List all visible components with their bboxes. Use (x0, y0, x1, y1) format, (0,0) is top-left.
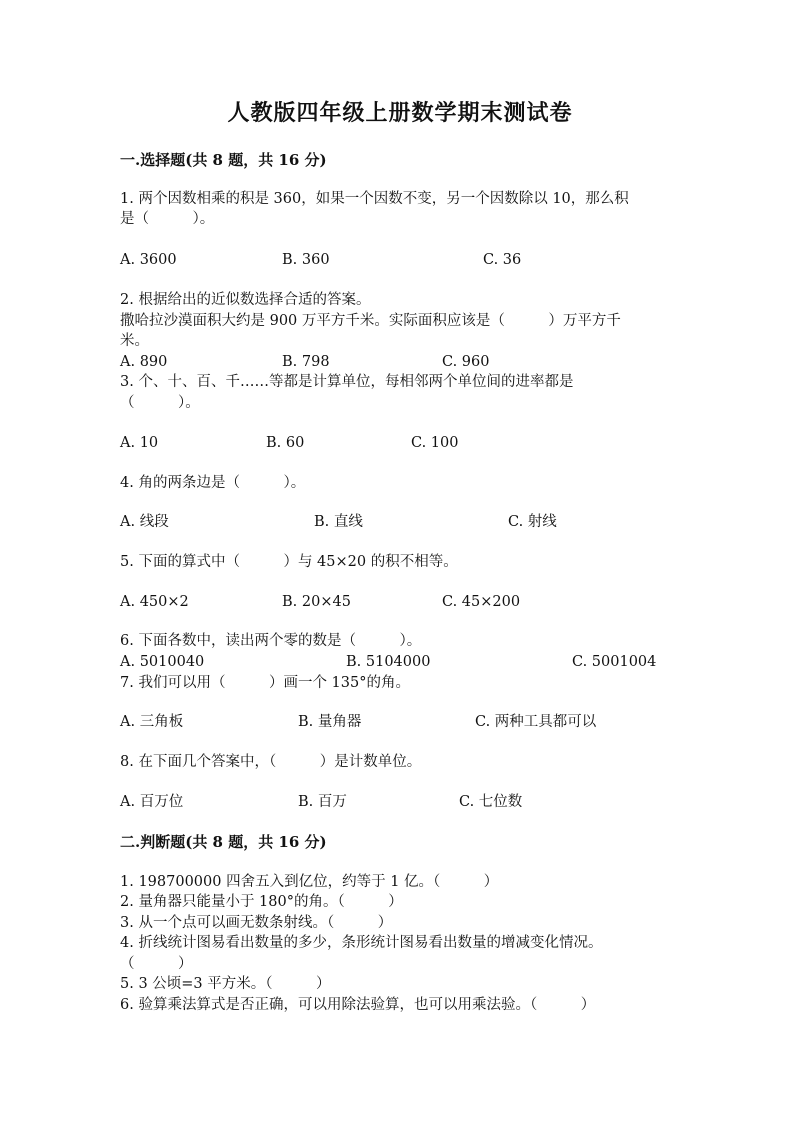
question-6-line-1: 6. 下面各数中，读出两个零的数是（ ）。 (120, 633, 422, 649)
question-4-option-b: B. 直线 (314, 514, 363, 530)
question-3-option-b: B. 60 (266, 435, 305, 451)
question-3-option-a: A. 10 (120, 435, 159, 451)
question-7-option-b: B. 量角器 (298, 714, 362, 730)
judgement-item-4-line-2: （ ） (120, 956, 193, 972)
question-2-option-a: A. 890 (120, 354, 168, 370)
question-3-option-c: C. 100 (411, 435, 459, 451)
question-4-option-a: A. 线段 (120, 514, 169, 530)
question-8-option-c: C. 七位数 (459, 794, 523, 810)
question-2-line-2: 撒哈拉沙漠面积大约是 900 万平方千米。实际面积应该是（ ）万平方千 (120, 313, 621, 329)
judgement-item-1: 1. 198700000 四舍五入到亿位，约等于 1 亿。（ ） (120, 874, 499, 890)
judgement-item-6: 6. 验算乘法算式是否正确，可以用除法验算，也可以用乘法验。（ ） (120, 997, 596, 1013)
question-6-option-b: B. 5104000 (346, 654, 431, 670)
question-1-option-b: B. 360 (282, 252, 330, 268)
question-5-option-b: B. 20×45 (282, 594, 351, 610)
question-1-option-a: A. 3600 (120, 252, 177, 268)
question-5-option-a: A. 450×2 (120, 594, 189, 610)
question-5-option-c: C. 45×200 (442, 594, 521, 610)
question-3-line-2: （ ）。 (120, 395, 200, 411)
judgement-item-3: 3. 从一个点可以画无数条射线。（ ） (120, 915, 393, 931)
page-title: 人教版四年级上册数学期末测试卷 (227, 100, 573, 126)
question-1-line-2: 是（ ）。 (120, 211, 215, 227)
question-2-option-c: C. 960 (442, 354, 490, 370)
question-8-line-1: 8. 在下面几个答案中，（ ）是计数单位。 (120, 754, 422, 770)
section-heading-judgement: 二.判断题(共 8 题，共 16 分) (120, 833, 327, 851)
question-1-option-c: C. 36 (483, 252, 522, 268)
question-6-option-c: C. 5001004 (572, 654, 657, 670)
judgement-item-5: 5. 3 公顷=3 平方米。（ ） (120, 976, 331, 992)
question-7-option-a: A. 三角板 (120, 714, 184, 730)
section-heading-choice: 一.选择题(共 8 题，共 16 分) (120, 151, 327, 169)
question-2-option-b: B. 798 (282, 354, 330, 370)
question-7-line-1: 7. 我们可以用（ ）画一个 135°的角。 (120, 675, 410, 691)
judgement-item-4-line-1: 4. 折线统计图易看出数量的多少，条形统计图易看出数量的增减变化情况。 (120, 935, 603, 951)
question-5-line-1: 5. 下面的算式中（ ）与 45×20 的积不相等。 (120, 554, 458, 570)
question-6-option-a: A. 5010040 (120, 654, 205, 670)
question-4-line-1: 4. 角的两条边是（ ）。 (120, 475, 306, 491)
question-3-line-1: 3. 个、十、百、千……等都是计算单位，每相邻两个单位间的进率都是 (120, 374, 574, 390)
judgement-item-2: 2. 量角器只能量小于 180°的角。（ ） (120, 894, 403, 910)
question-2-line-3: 米。 (120, 333, 149, 349)
question-1-line-1: 1. 两个因数相乘的积是 360，如果一个因数不变，另一个因数除以 10，那么积 (120, 191, 629, 207)
question-2-line-1: 2. 根据给出的近似数选择合适的答案。 (120, 292, 371, 308)
question-4-option-c: C. 射线 (508, 514, 557, 530)
question-7-option-c: C. 两种工具都可以 (475, 714, 597, 730)
question-8-option-a: A. 百万位 (120, 794, 184, 810)
question-8-option-b: B. 百万 (298, 794, 347, 810)
